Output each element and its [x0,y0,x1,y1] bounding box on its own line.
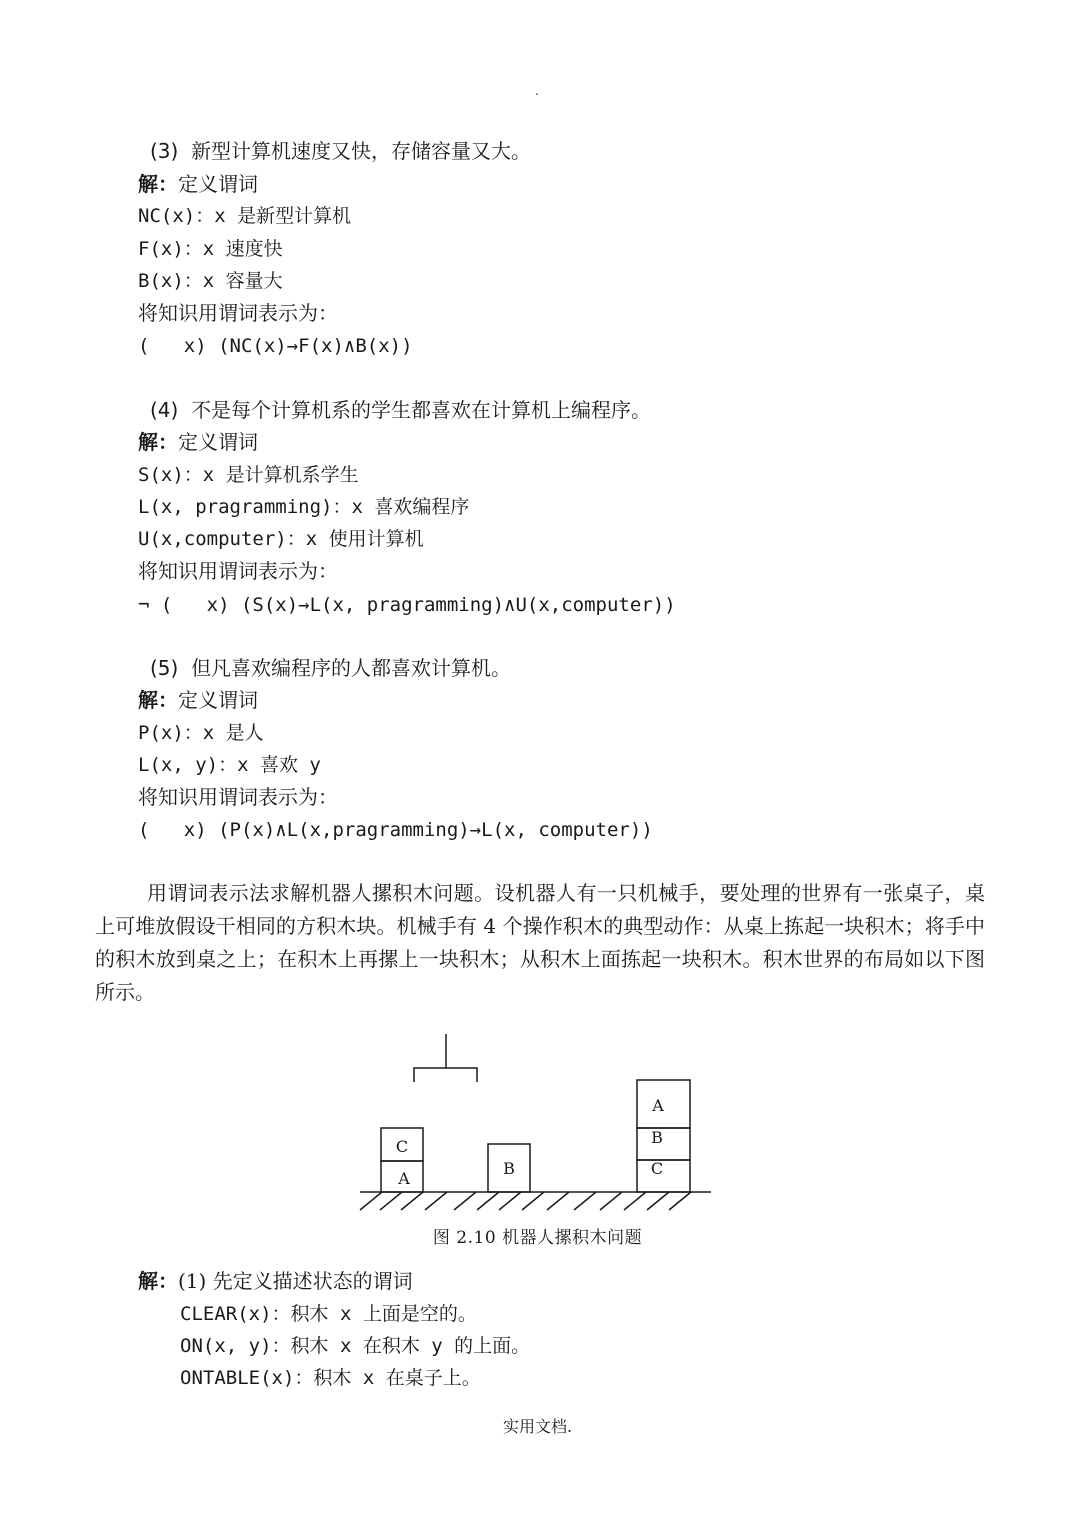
section3-formula: ( x) (NC(x)→F(x)∧B(x)) [138,335,413,357]
section3-title-text: 新型计算机速度又快，存储容量又大。 [191,139,532,163]
section5-def-1: L(x, y)：x 喜欢 y [138,754,321,776]
section3-repr-label: 将知识用谓词表示为： [138,301,338,325]
section3-solve [138,171,258,197]
section4-title-text: 不是每个计算机系的学生都喜欢在计算机上编程序。 [191,398,652,422]
solution-heading [138,1268,413,1294]
section4-def-1: L(x, pragramming)：x 喜欢编程序 [138,496,470,518]
block-label: B [651,1128,663,1147]
solve-label: 解： [138,430,178,454]
solve-label: 解： [138,688,178,712]
solution-def-0: CLEAR(x)：积木 x 上面是空的。 [180,1303,477,1325]
solve-text: 定义谓词 [178,688,258,712]
section4-number: (4) [150,398,179,422]
section3-title [150,138,531,164]
section3-number: (3) [150,139,179,163]
section5-number: (5) [150,656,179,680]
block-stack2-bottom [637,1160,690,1192]
header-mark: . [535,84,539,98]
section3-def-2: B(x)：x 容量大 [138,270,283,292]
solution-step: (1) 先定义描述状态的谓词 [178,1269,413,1293]
solution-def-2: ONTABLE(x)：积木 x 在桌子上。 [180,1367,481,1389]
section5-title-text: 但凡喜欢编程序的人都喜欢计算机。 [191,656,512,680]
blocks-world-figure [0,1020,1075,1220]
solve-text: 定义谓词 [178,430,258,454]
block-label: A [398,1169,410,1188]
section5-def-0: P(x)：x 是人 [138,722,264,744]
solve-label: 解： [138,172,178,196]
block-label: B [503,1159,515,1178]
robot-gripper-icon [414,1034,477,1082]
section4-def-2: U(x,computer)：x 使用计算机 [138,528,424,550]
solution-def-1: ON(x, y)：积木 x 在积木 y 的上面。 [180,1335,531,1357]
intro-paragraph: 用谓词表示法求解机器人摞积木问题。设机器人有一只机械手，要处理的世界有一张桌子，桌上可堆放假设干相同的方积木块。机械手有 4 个操作积木的典型动作：从桌上拣起一块积木；将手中的积木放到桌之上；在积木上再摞上一块积木；从积木上面拣起一块积木。积木世界的布局如以下图所示。 [95,881,985,1004]
section4-def-0: S(x)：x 是计算机系学生 [138,464,359,486]
solve-text: 定义谓词 [178,172,258,196]
section4-title [150,397,651,423]
section4-formula: ¬ ( x) (S(x)→L(x, pragramming)∧U(x,computer)) [138,594,676,616]
block-label: A [652,1096,664,1115]
section5-title [150,655,511,681]
section5-formula: ( x) (P(x)∧L(x,pragramming)→L(x, computer)) [138,819,653,841]
figure-caption: 图 2.10 机器人摞积木问题 [432,1228,643,1248]
block-label: C [395,1137,409,1156]
section3-def-0: NC(x)：x 是新型计算机 [138,205,352,227]
section5-solve [138,687,258,713]
section5-repr-label: 将知识用谓词表示为： [138,785,338,809]
block-stack2-mid [637,1128,690,1160]
section3-def-1: F(x)：x 速度快 [138,238,283,260]
block-label: C [650,1159,664,1178]
section4-solve [138,429,258,455]
solve-label: 解： [138,1269,178,1293]
table-hatch [360,1192,691,1210]
page-footer: 实用文档. [502,1417,573,1436]
section4-repr-label: 将知识用谓词表示为： [138,559,338,583]
